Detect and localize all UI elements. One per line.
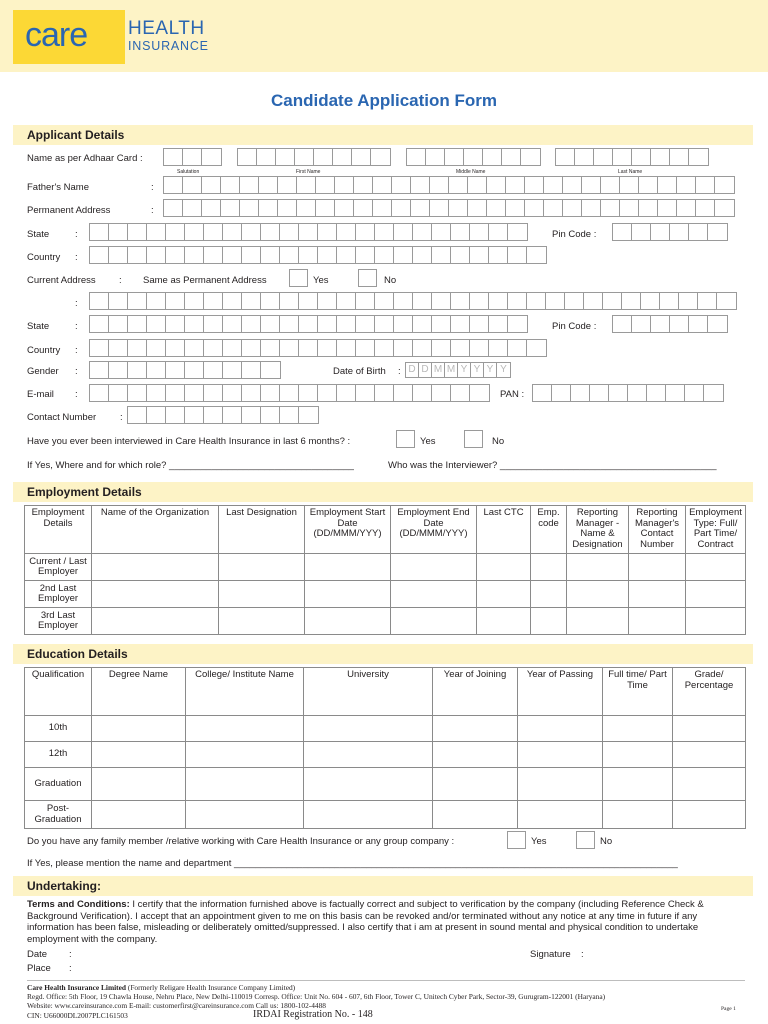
edu-col-header: Year of Passing xyxy=(518,668,603,716)
interviewer-question: Who was the Interviewer? _________________________________________ xyxy=(388,460,717,471)
colon: : xyxy=(75,345,78,356)
table-cell[interactable] xyxy=(433,742,518,768)
table-cell[interactable] xyxy=(304,801,433,829)
table-cell[interactable] xyxy=(304,742,433,768)
edu-col-header: University xyxy=(304,668,433,716)
same-address-no-checkbox[interactable] xyxy=(358,269,377,287)
current-state-input[interactable] xyxy=(89,315,528,333)
current-country-label: Country xyxy=(27,345,61,356)
interviewed-question: Have you ever been interviewed in Care Health Insurance in last 6 months? : xyxy=(27,436,351,447)
table-cell[interactable] xyxy=(673,716,746,742)
table-cell[interactable] xyxy=(304,716,433,742)
colon: : xyxy=(75,298,78,309)
last-name-input[interactable] xyxy=(555,148,709,166)
table-cell[interactable] xyxy=(92,768,186,801)
signature-label: Signature xyxy=(530,949,571,960)
state-input[interactable] xyxy=(89,223,528,241)
edu-row-label: Graduation xyxy=(25,768,92,801)
emp-col-header: Reporting Manager's Contact Number xyxy=(629,506,686,554)
table-cell[interactable] xyxy=(92,742,186,768)
same-as-permanent-label: Same as Permanent Address xyxy=(143,275,267,286)
edu-row-label: Post- Graduation xyxy=(25,801,92,829)
family-yes-checkbox[interactable] xyxy=(507,831,526,849)
colon: : xyxy=(69,963,72,974)
table-cell[interactable] xyxy=(186,742,304,768)
table-cell[interactable] xyxy=(603,801,673,829)
table-cell[interactable] xyxy=(433,716,518,742)
yes-label: Yes xyxy=(420,436,436,447)
gender-input[interactable] xyxy=(89,361,281,379)
permanent-address-label: Permanent Address xyxy=(27,205,111,216)
emp-col-header: Last Designation xyxy=(219,506,305,554)
dob-digit: D xyxy=(419,363,432,377)
table-cell[interactable] xyxy=(629,554,686,581)
table-cell[interactable] xyxy=(477,581,531,608)
table-cell[interactable] xyxy=(531,554,567,581)
first-name-input[interactable] xyxy=(237,148,391,166)
terms-heading: Terms and Conditions: xyxy=(27,899,130,910)
footer-cin: CIN: U66000DL2007PLC161503 xyxy=(27,1011,128,1020)
emp-col-header: Reporting Manager - Name & Designation xyxy=(567,506,629,554)
colon: : xyxy=(75,321,78,332)
table-cell[interactable] xyxy=(186,716,304,742)
table-cell[interactable] xyxy=(518,801,603,829)
table-cell[interactable] xyxy=(391,554,477,581)
emp-col-header: Last CTC xyxy=(477,506,531,554)
emp-col-header: Name of the Organization xyxy=(92,506,219,554)
emp-col-header: Employment End Date (DD/MMM/YYY) xyxy=(391,506,477,554)
colon: : xyxy=(69,949,72,960)
table-row xyxy=(25,801,746,829)
dob-label: Date of Birth xyxy=(333,366,386,377)
pin-code-input[interactable] xyxy=(612,223,728,241)
father-name-label: Father's Name xyxy=(27,182,90,193)
colon: : xyxy=(398,366,401,377)
email-label: E-mail xyxy=(27,389,54,400)
emp-col-header: Employment Type: Full/ Part Time/ Contract xyxy=(686,506,746,554)
first-name-caption: First Name xyxy=(296,169,321,175)
table-cell[interactable] xyxy=(391,608,477,635)
salutation-input[interactable] xyxy=(163,148,222,166)
emp-col-header: Emp. code xyxy=(531,506,567,554)
footer-company-name: Care Health Insurance Limited xyxy=(27,983,127,992)
yes-label: Yes xyxy=(313,275,329,286)
table-cell[interactable] xyxy=(186,768,304,801)
colon: : xyxy=(151,182,154,193)
table-cell[interactable] xyxy=(477,554,531,581)
country-label: Country xyxy=(27,252,61,263)
emp-col-header: Employment Start Date (DD/MMM/YYY) xyxy=(305,506,391,554)
emp-col-header: Employment Details xyxy=(25,506,92,554)
section-education-details: Education Details xyxy=(13,644,753,664)
section-employment-details: Employment Details xyxy=(13,482,753,502)
country-input[interactable] xyxy=(89,246,547,264)
edu-col-header: Grade/ Percentage xyxy=(673,668,746,716)
middle-name-input[interactable] xyxy=(406,148,541,166)
table-cell[interactable] xyxy=(686,608,746,635)
table-cell[interactable] xyxy=(673,801,746,829)
table-cell[interactable] xyxy=(531,608,567,635)
footer-company xyxy=(27,983,295,992)
current-address-label: Current Address xyxy=(27,275,96,286)
current-pin-code-input[interactable] xyxy=(612,315,728,333)
family-no-checkbox[interactable] xyxy=(576,831,595,849)
colon: : xyxy=(75,389,78,400)
current-country-input[interactable] xyxy=(89,339,547,357)
table-cell[interactable] xyxy=(92,716,186,742)
middle-name-caption: Middle Name xyxy=(456,169,486,175)
table-cell[interactable] xyxy=(219,554,305,581)
footer-page-number: Page 1 xyxy=(721,1006,736,1012)
table-cell[interactable] xyxy=(219,581,305,608)
footer-divider xyxy=(27,980,745,981)
permanent-address-input[interactable] xyxy=(163,199,735,217)
table-cell[interactable] xyxy=(603,768,673,801)
table-cell[interactable] xyxy=(673,742,746,768)
colon: : xyxy=(581,949,584,960)
no-label: No xyxy=(600,836,613,847)
edu-col-header: Full time/ Part Time xyxy=(603,668,673,716)
edu-row-label: 12th xyxy=(25,742,92,768)
table-cell[interactable] xyxy=(433,801,518,829)
table-cell[interactable] xyxy=(92,581,219,608)
table-cell[interactable] xyxy=(603,716,673,742)
table-cell[interactable] xyxy=(686,581,746,608)
employment-table xyxy=(24,505,746,635)
table-cell[interactable] xyxy=(518,742,603,768)
current-state-label: State xyxy=(27,321,50,332)
table-cell[interactable] xyxy=(477,608,531,635)
current-address-input[interactable] xyxy=(89,292,737,310)
current-pin-code-label: Pin Code : xyxy=(552,321,597,332)
table-cell[interactable] xyxy=(305,608,391,635)
pan-label: PAN : xyxy=(500,389,525,400)
gender-label: Gender xyxy=(27,366,59,377)
terms-paragraph xyxy=(27,899,745,945)
table-cell[interactable] xyxy=(305,581,391,608)
table-cell[interactable] xyxy=(567,581,629,608)
no-label: No xyxy=(384,275,397,286)
interviewed-no-checkbox[interactable] xyxy=(464,430,483,448)
emp-row-label: 2nd Last Employer xyxy=(25,581,92,608)
table-cell[interactable] xyxy=(567,554,629,581)
colon: : xyxy=(120,412,123,423)
yes-label: Yes xyxy=(531,836,547,847)
interviewed-yes-checkbox[interactable] xyxy=(396,430,415,448)
table-cell[interactable] xyxy=(92,608,219,635)
logo-health-text: HEALTH xyxy=(128,18,205,39)
last-name-caption: Last Name xyxy=(618,169,643,175)
footer-irdai: IRDAI Registration No. - 148 xyxy=(253,1009,373,1020)
table-cell[interactable] xyxy=(629,581,686,608)
table-cell[interactable] xyxy=(304,768,433,801)
dob-digit: M xyxy=(432,363,445,377)
table-cell[interactable] xyxy=(629,608,686,635)
emp-row-label: Current / Last Employer xyxy=(25,554,92,581)
table-cell[interactable] xyxy=(531,581,567,608)
section-undertaking: Undertaking: xyxy=(13,876,753,896)
state-label: State xyxy=(27,229,50,240)
edu-col-header: Qualification xyxy=(25,668,92,716)
table-row xyxy=(25,742,746,768)
father-name-input[interactable] xyxy=(163,176,735,194)
care-logo xyxy=(13,10,125,64)
education-table xyxy=(24,667,746,829)
footer-website: Website: www.careinsurance.com E-mail: customerfirst@careinsurance.com Call us: 1800-102-4488 xyxy=(27,1001,327,1010)
same-address-yes-checkbox[interactable] xyxy=(289,269,308,287)
table-cell[interactable] xyxy=(567,608,629,635)
table-cell[interactable] xyxy=(92,801,186,829)
place-label: Place xyxy=(27,963,51,974)
colon: : xyxy=(75,229,78,240)
contact-number-input[interactable] xyxy=(127,406,319,424)
mention-name-department: If Yes, please mention the name and department ____________________________________________________________________________________ xyxy=(27,858,678,869)
colon: : xyxy=(151,205,154,216)
edu-col-header: Degree Name xyxy=(92,668,186,716)
footer-regd-office: Regd. Office: 5th Floor, 19 Chawla House, Nehru Place, New Delhi-110019 Corresp. Office: Unit No. 604 - 607, 6th Floor, Tower C, Unitech Cyber Park, Sector-39, Gurugram-122001 (Haryana) xyxy=(27,992,606,1001)
table-row xyxy=(25,608,746,635)
name-label: Name as per Adhaar Card : xyxy=(27,153,143,164)
edu-col-header: College/ Institute Name xyxy=(186,668,304,716)
table-row xyxy=(25,581,746,608)
table-cell[interactable] xyxy=(391,581,477,608)
colon: : xyxy=(75,252,78,263)
table-cell[interactable] xyxy=(673,768,746,801)
table-row xyxy=(25,768,746,801)
table-cell[interactable] xyxy=(219,608,305,635)
dob-input[interactable] xyxy=(405,362,511,378)
edu-col-header: Year of Joining xyxy=(433,668,518,716)
table-cell[interactable] xyxy=(433,768,518,801)
dob-digit: Y xyxy=(458,363,471,377)
table-cell[interactable] xyxy=(518,716,603,742)
table-cell[interactable] xyxy=(518,768,603,801)
emp-row-label: 3rd Last Employer xyxy=(25,608,92,635)
dob-digit: Y xyxy=(471,363,484,377)
contact-number-label: Contact Number xyxy=(27,412,97,423)
date-label: Date xyxy=(27,949,48,960)
where-role-question: If Yes, Where and for which role? ___________________________________ xyxy=(27,460,354,471)
table-row xyxy=(25,554,746,581)
dob-digit: M xyxy=(445,363,458,377)
pan-input[interactable] xyxy=(532,384,724,402)
table-cell[interactable] xyxy=(305,554,391,581)
table-cell[interactable] xyxy=(603,742,673,768)
table-row xyxy=(25,716,746,742)
footer-company-former: (Formerly Religare Health Insurance Company Limited) xyxy=(126,983,296,992)
page-title: Candidate Application Form xyxy=(270,91,498,110)
colon: : xyxy=(75,366,78,377)
family-member-question: Do you have any family member /relative working with Care Health Insurance or any group company : xyxy=(27,836,455,847)
dob-digit: Y xyxy=(500,364,507,375)
dob-digit: D xyxy=(406,363,419,377)
logo-care-text: care xyxy=(25,16,88,54)
edu-row-label: 10th xyxy=(25,716,92,742)
logo-insurance-text: INSURANCE xyxy=(128,39,209,53)
pin-code-label: Pin Code : xyxy=(552,229,597,240)
no-label: No xyxy=(492,436,505,447)
dob-digit: Y xyxy=(484,363,497,377)
terms-text: I certify that the information furnished above is factually correct and subject to verification by the company (including Reference Check & Background Verification). I accept that an appointment given to me on this basis can be revoked and/or terminated without any notice at any time in future if any information has been false, misleading or deliberately omitted/suppressed. I also certify that i am at present in sound mental and physical condition to undertake employment with the company. xyxy=(27,899,704,945)
colon: : xyxy=(119,275,122,286)
table-cell[interactable] xyxy=(686,554,746,581)
salutation-caption: Salutation xyxy=(177,169,200,175)
table-cell[interactable] xyxy=(92,554,219,581)
table-cell[interactable] xyxy=(186,801,304,829)
email-input[interactable] xyxy=(89,384,490,402)
section-applicant-details: Applicant Details xyxy=(13,125,753,145)
